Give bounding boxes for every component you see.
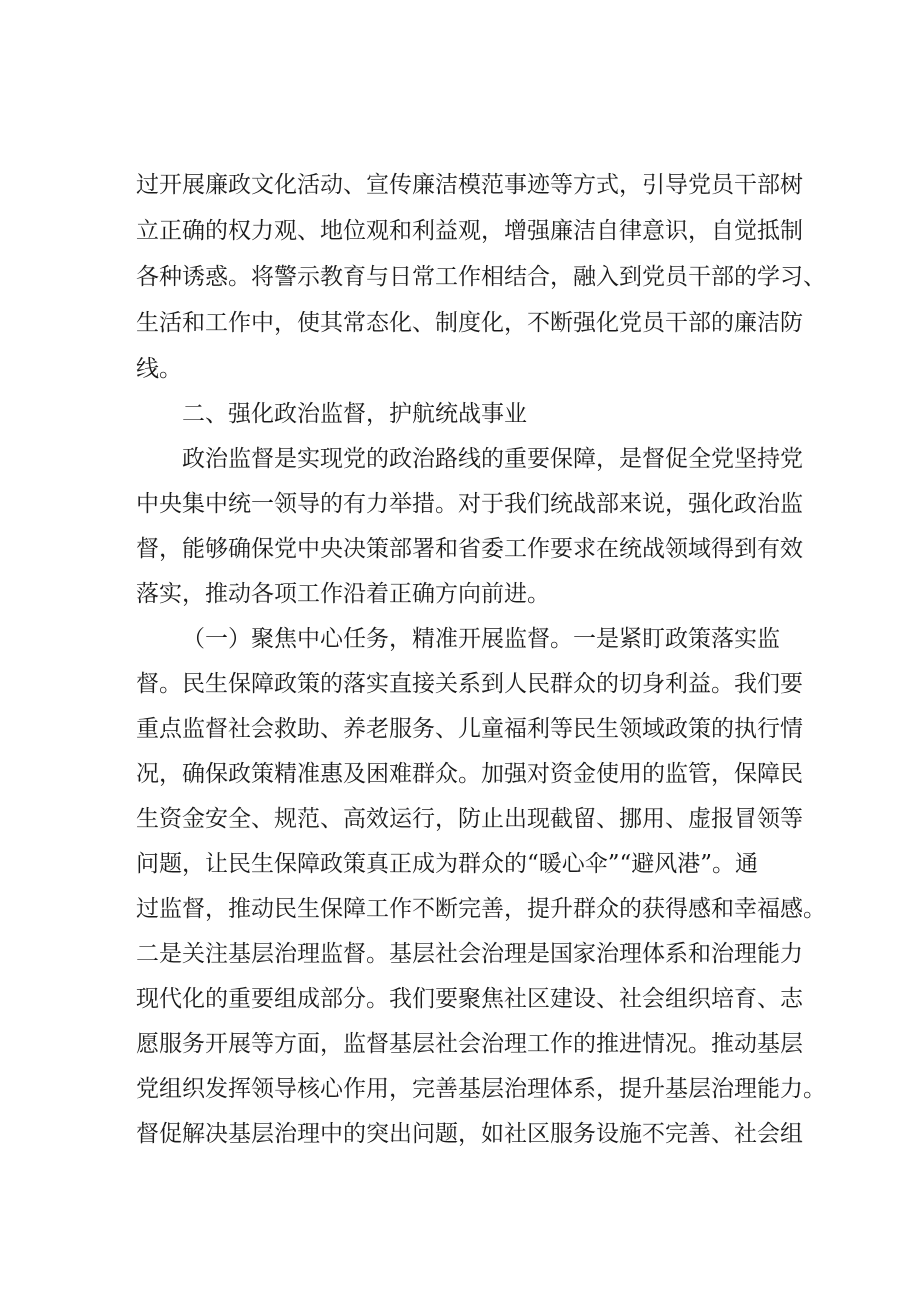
text-line: 督，能够确保党中央决策部署和省委工作要求在统战领域得到有效 — [136, 536, 803, 562]
text-line: 政治监督是实现党的政治路线的重要保障，是督促全党坚持党 — [182, 446, 803, 472]
text-line: 线。 — [136, 356, 182, 382]
text-line: 现代化的重要组成部分。我们要聚焦社区建设、社会组织培育、志 — [136, 986, 803, 1012]
text-line: 落实，推动各项工作沿着正确方向前进。 — [136, 581, 550, 607]
text-line: 生资金安全、规范、高效运行，防止出现截留、挪用、虚报冒领等 — [136, 806, 803, 832]
text-line: 督促解决基层治理中的突出问题，如社区服务设施不完善、社会组 — [136, 1121, 803, 1147]
text-line: 立正确的权力观、地位观和利益观，增强廉洁自律意识，自觉抵制 — [136, 218, 803, 244]
section-heading: 二、强化政治监督，护航统战事业 — [182, 401, 527, 427]
text-line: 愿服务开展等方面，监督基层社会治理工作的推进情况。推动基层 — [136, 1031, 803, 1057]
text-line: 生活和工作中，使其常态化、制度化，不断强化党员干部的廉洁防 — [136, 310, 803, 336]
text-line: 过开展廉政文化活动、宣传廉洁模范事迹等方式，引导党员干部树 — [136, 172, 803, 198]
text-line: 中央集中统一领导的有力举措。对于我们统战部来说，强化政治监 — [136, 491, 803, 517]
text-line: 重点监督社会救助、养老服务、儿童福利等民生领域政策的执行情 — [136, 716, 803, 742]
text-line: 各种诱惑。将警示教育与日常工作相结合，融入到党员干部的学习、 — [136, 264, 826, 290]
subsection-heading: （一）聚焦中心任务，精准开展监督。一是紧盯政策落实监 — [182, 626, 780, 652]
text-line: 问题，让民生保障政策真正成为群众的“暖心伞”“避风港”。通 — [136, 851, 759, 877]
text-line: 党组织发挥领导核心作用，完善基层治理体系，提升基层治理能力。 — [136, 1076, 826, 1102]
text-line: 二是关注基层治理监督。基层社会治理是国家治理体系和治理能力 — [136, 941, 803, 967]
text-line: 况，确保政策精准惠及困难群众。加强对资金使用的监管，保障民 — [136, 761, 803, 787]
text-line: 督。民生保障政策的落实直接关系到人民群众的切身利益。我们要 — [136, 671, 803, 697]
text-line: 过监督，推动民生保障工作不断完善，提升群众的获得感和幸福感。 — [136, 896, 826, 922]
